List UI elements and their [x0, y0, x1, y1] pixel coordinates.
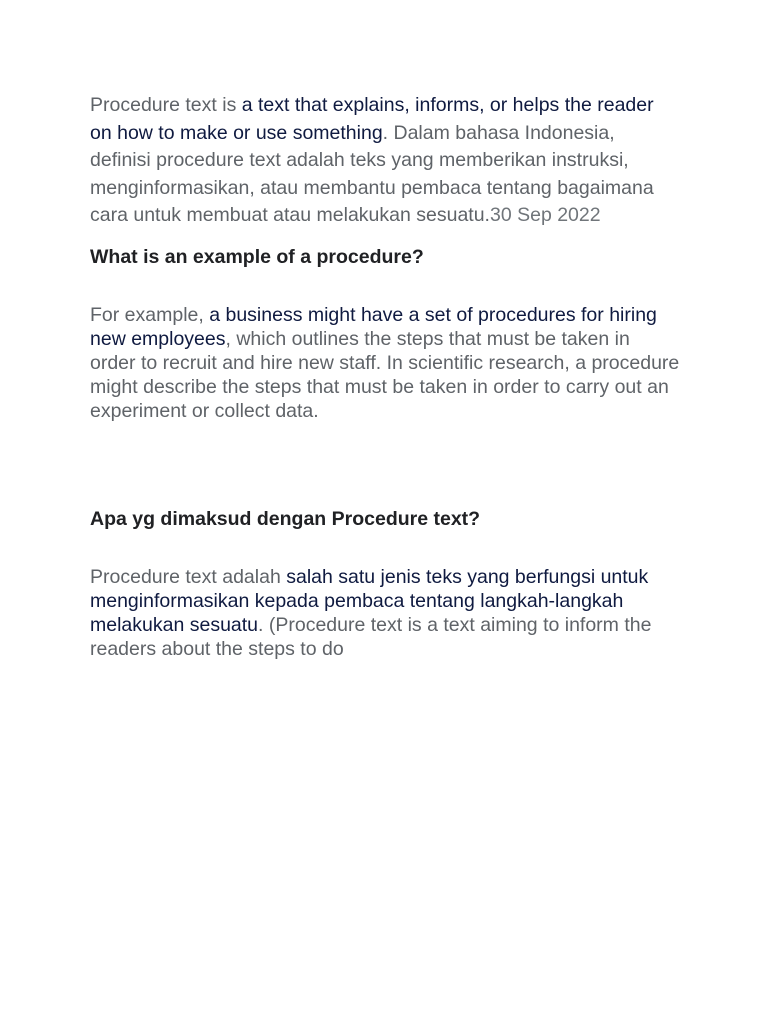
answer-paragraph-example-procedure: [90, 303, 680, 423]
paragraph-lead-text: Procedure text adalah: [90, 565, 287, 588]
paragraph-rest-text: , which outlines the steps that must be taken in order to recruit and hire new staff. In scientific research, a procedure might describe the steps that must be taken in order to carry out an experiment or collect data.: [90, 327, 680, 422]
highlighted-answer-text: salah satu jenis teks yang berfungsi untuk menginformasikan kepada pembaca tentang langkah-langkah melakukan sesuatu: [90, 565, 649, 636]
paragraph-rest-text: . Dalam bahasa Indonesia, definisi procedure text adalah teks yang memberikan instruksi, menginformasikan, atau membantu pembaca tentang bagaimana cara untuk membuat atau melakukan sesuatu.: [90, 121, 654, 226]
paragraph-rest-text: . (Procedure text is a text aiming to inform the readers about the steps to do: [90, 613, 652, 660]
question-heading-apa-procedure-text: Apa yg dimaksud dengan Procedure text?: [90, 507, 481, 530]
answer-date: 30 Sep 2022: [489, 204, 601, 226]
question-heading-example-procedure: What is an example of a procedure?: [90, 245, 424, 268]
highlighted-answer-text: a business might have a set of procedures for hiring new employees: [90, 303, 657, 350]
answer-paragraph-procedure-text-definition: [90, 92, 680, 230]
document-page: [90, 92, 680, 661]
paragraph-lead-text: Procedure text is: [90, 94, 242, 116]
paragraph-lead-text: For example,: [90, 303, 210, 326]
answer-paragraph-apa-procedure-text: [90, 565, 680, 661]
highlighted-answer-text: a text that explains, informs, or helps the reader on how to make or use something: [90, 94, 654, 144]
